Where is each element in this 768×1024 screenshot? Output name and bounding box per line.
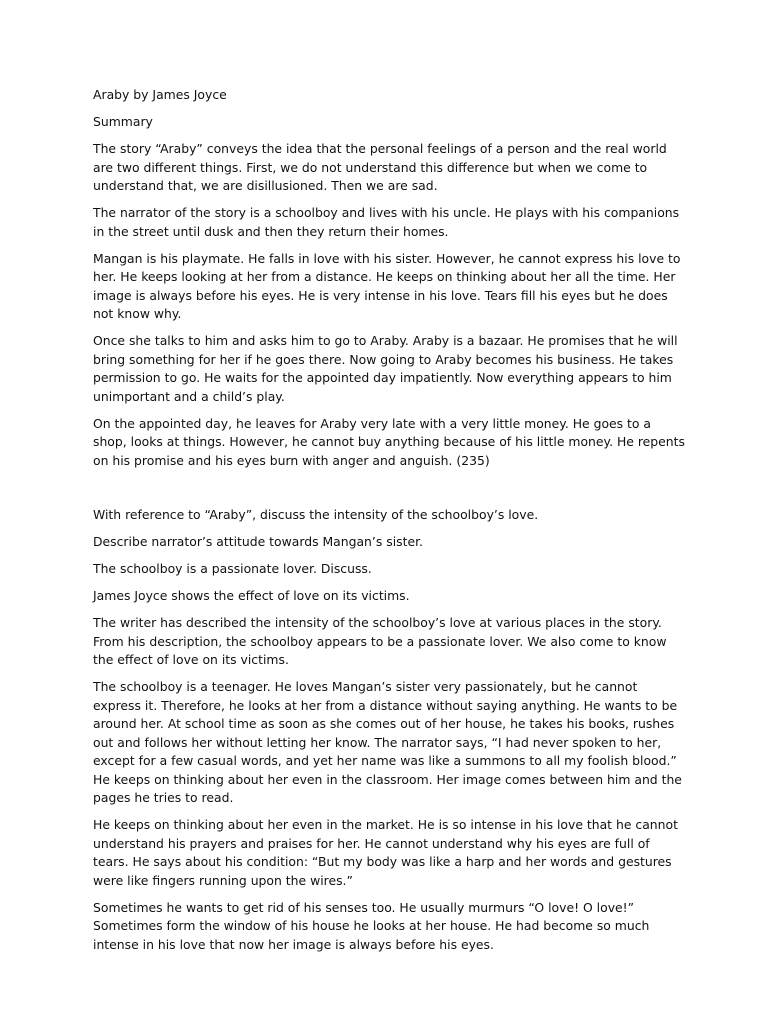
summary-paragraph: On the appointed day, he leaves for Araby very late with a very little money. He goes to a shop, looks at things. However, he cannot buy anything because of his little money. He repents on his promise and his eyes burn with anger and anguish. (235) (93, 415, 685, 468)
question: Describe narrator’s attitude towards Mangan’s sister. (93, 534, 423, 549)
question: The schoolboy is a passionate lover. Discuss. (93, 561, 372, 576)
answer-paragraph: The schoolboy is a teenager. He loves Mangan’s sister very passionately, but he cannot express it. Therefore, he looks at her from a distance without saying anything. He wants to be around her. At school time as soon as she comes out of her house, he takes his books, rushes out and follows her without letting her know. The narrator says, “I had never spoken to her, except for a few casual words, and yet her name was like a summons to all my foolish blood.” He keeps on thinking about her even in the classroom. Her image comes between him and the pages he tries to read. (93, 679, 682, 805)
summary-heading: Summary (93, 114, 153, 129)
summary-paragraph: Once she talks to him and asks him to go to Araby. Araby is a bazaar. He promises that he will bring something for her if he goes there. Now going to Araby becomes his business. He takes permission to go. He waits for the appointed day impatiently. Now everything appears to him unimportant and a child’s play. (93, 333, 678, 404)
summary-paragraph: The story “Araby” conveys the idea that the personal feelings of a person and the real world are two different things. First, we do not understand this difference but when we come to understand that, we are disillusioned. Then we are sad. (93, 141, 667, 193)
summary-paragraph: Mangan is his playmate. He falls in love with his sister. However, he cannot express his love to her. He keeps looking at her from a distance. He keeps on thinking about her all the time. Her image is always before his eyes. He is very intense in his love. Tears fill his eyes but he does not know why. (93, 250, 681, 321)
answer-paragraph: He keeps on thinking about her even in the market. He is so intense in his love that he cannot understand his prayers and praises for her. He cannot understand why his eyes are full of tears. He says about his condition: “But my body was like a harp and her words and gestures were like fingers running upon the wires.” (93, 817, 678, 888)
answer-paragraph: Sometimes he wants to get rid of his senses too. He usually murmurs “O love! O love!” Sometimes form the window of his house he looks at her house. He had become so much intense in his love that now her image is always before his eyes. (93, 899, 650, 952)
question: With reference to “Araby”, discuss the intensity of the schoolboy’s love. (93, 507, 539, 522)
answer-paragraph: The writer has described the intensity of the schoolboy’s love at various places in the story. From his description, the schoolboy appears to be a passionate lover. We also come to know the effect of love on its victims. (93, 615, 667, 667)
document-body (93, 86, 685, 963)
document-title: Araby by James Joyce (93, 87, 227, 102)
summary-paragraph: The narrator of the story is a schoolboy and lives with his uncle. He plays with his companions in the street until dusk and then they return their homes. (93, 205, 680, 239)
question: James Joyce shows the effect of love on its victims. (93, 588, 410, 603)
